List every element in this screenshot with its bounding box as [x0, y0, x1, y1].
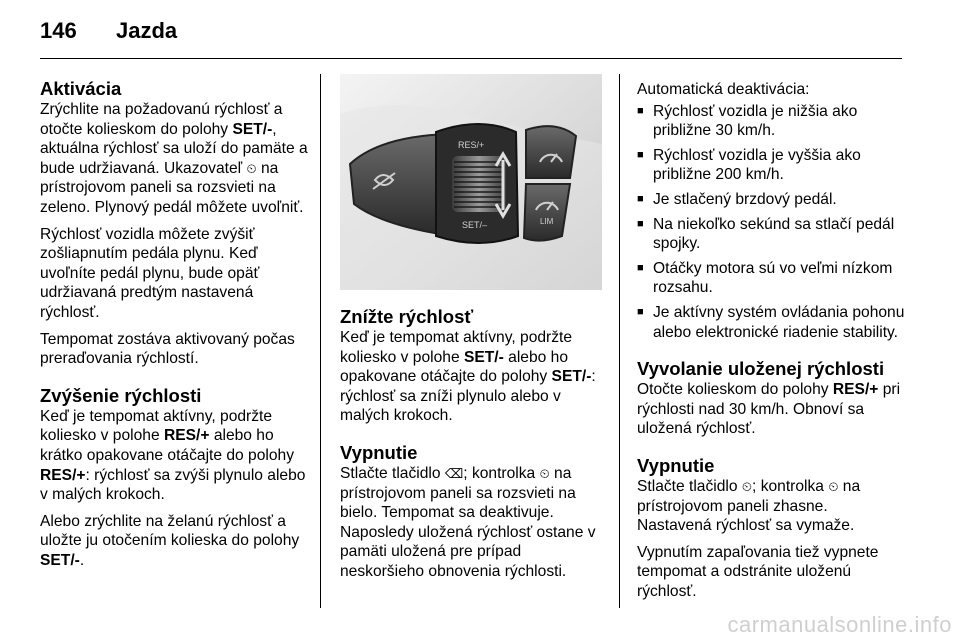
- watermark-logo: carmanualsonline.info: [727, 612, 952, 637]
- vyvolanie-paragraph-1: Otočte kolieskom do polohy RES/+ pri rýchlosti nad 30 km/h. Obnoví sa uložená rýchlosť.: [637, 381, 901, 438]
- set-label: SET/–: [462, 220, 488, 230]
- heading-vypnutie-1: Vypnutie: [340, 441, 418, 463]
- section-vypnutie-1: [340, 442, 606, 582]
- page-number: 146: [40, 18, 77, 43]
- column-3: [637, 80, 905, 617]
- lim-label: LIM: [540, 217, 554, 226]
- auto-deactivation-list: [637, 102, 905, 343]
- list-item: ■ Na niekoľko sekúnd sa stlačí pedál spojky.: [637, 215, 905, 254]
- header-rule: [40, 58, 902, 59]
- vypnutie-2-paragraph-1: Stlačte tlačidlo ⏲; kontrolka ⏲ na prístrojovom paneli zhasne. Nastavená rýchlosť sa vymaže.: [637, 477, 861, 535]
- column-1: [40, 78, 308, 586]
- section-auto-deaktivacia: [637, 80, 905, 342]
- zvysenie-paragraph-2: Alebo zrýchlite na želanú rýchlosť a uložte ju otočením kolieska do polohy SET/-.: [40, 512, 300, 569]
- section-vyvolanie: [637, 358, 905, 439]
- heading-aktivacia: Aktivácia: [40, 78, 122, 99]
- cruise-control-icon: ⏲: [246, 160, 257, 176]
- list-item: ■ Rýchlosť vozidla je vyššia ako približne 200 km/h.: [637, 146, 905, 185]
- vypnutie-2-paragraph-2: Vypnutím zapaľovania tiež vypnete tempomat a odstránite uloženú rýchlosť.: [637, 543, 879, 600]
- section-znizte: [340, 306, 606, 426]
- aktivacia-paragraph-1: Zrýchlite na požadovanú rýchlosť a otočte kolieskom do polohy SET/-, aktuálna rýchlosť sa uloží do pamäte a bude udržiavaná. Ukazovateľ ⏲ na prístrojovom paneli sa rozsvieti na zeleno. Plynový pedál môžete uvoľniť.: [40, 101, 308, 216]
- steering-wheel-controls-illustration: [340, 74, 602, 290]
- heading-vypnutie-2: Vypnutie: [637, 454, 715, 476]
- limiter-button-shape: [524, 184, 570, 241]
- list-item: ■ Je stlačený brzdový pedál.: [637, 190, 905, 210]
- aktivacia-paragraph-3: Tempomat zostáva aktivovaný počas preraďovania rýchlostí.: [40, 330, 295, 368]
- column-2: [340, 306, 606, 598]
- steering-wheel-controls-image: [340, 74, 602, 290]
- aktivacia-paragraph-2: Rýchlosť vozidla môžete zvýšiť zošliapnutím pedála plynu. Keď uvoľníte pedál plynu, bude opäť udržiavaná predtým nastavená rýchlosť.: [40, 225, 260, 321]
- cruise-control-icon: ⏲: [539, 465, 550, 481]
- list-item: ■ Je aktívny systém ovládania pohonu alebo elektronické riadenie stability.: [637, 303, 905, 342]
- vypnutie-1-paragraph-1: Stlačte tlačidlo ⌫; kontrolka ⏲ na prístrojovom paneli sa rozsvieti na bielo. Tempomat sa deaktivuje. Naposledy uložená rýchlosť ostane v pamäti uložená pre prípad neskoršieho obnovenia rýchlosti.: [340, 464, 596, 580]
- cruise-control-icon: ⏲: [828, 478, 839, 494]
- heading-zvysenie: Zvýšenie rýchlosti: [40, 384, 202, 406]
- heading-znizte: Znížte rýchlosť: [340, 306, 474, 327]
- auto-deactivation-title: Automatická deaktivácia:: [637, 81, 810, 98]
- section-title: Jazda: [116, 18, 178, 43]
- section-zvysenie: [40, 385, 308, 571]
- zvysenie-paragraph-1: Keď je tempomat aktívny, podržte koliesko v polohe RES/+ alebo ho krátko opakovane otáčajte do polohy RES/+: rýchlosť sa zvýši plynulo alebo v malých krokoch.: [40, 407, 306, 504]
- cancel-icon: ⌫: [444, 465, 464, 481]
- heading-vyvolanie: Vyvolanie uloženej rýchlosti: [637, 358, 885, 380]
- cruise-control-icon: ⏲: [741, 478, 753, 494]
- znizte-paragraph-1: Keď je tempomat aktívny, podržte koliesko v polohe SET/- alebo ho opakovane otáčajte do polohy SET/-: rýchlosť sa zníži plynulo alebo v malých krokoch.: [340, 329, 596, 425]
- list-item: ■ Otáčky motora sú vo veľmi nízkom rozsahu.: [637, 259, 905, 298]
- column-divider-2: [619, 74, 620, 608]
- section-vypnutie-2: [637, 455, 905, 602]
- res-label: RES/+: [458, 140, 485, 150]
- column-divider-1: [320, 74, 321, 608]
- cruise-on-button-shape: [526, 126, 576, 178]
- list-item: ■ Rýchlosť vozidla je nižšia ako približne 30 km/h.: [637, 102, 905, 141]
- section-aktivacia: [40, 78, 308, 369]
